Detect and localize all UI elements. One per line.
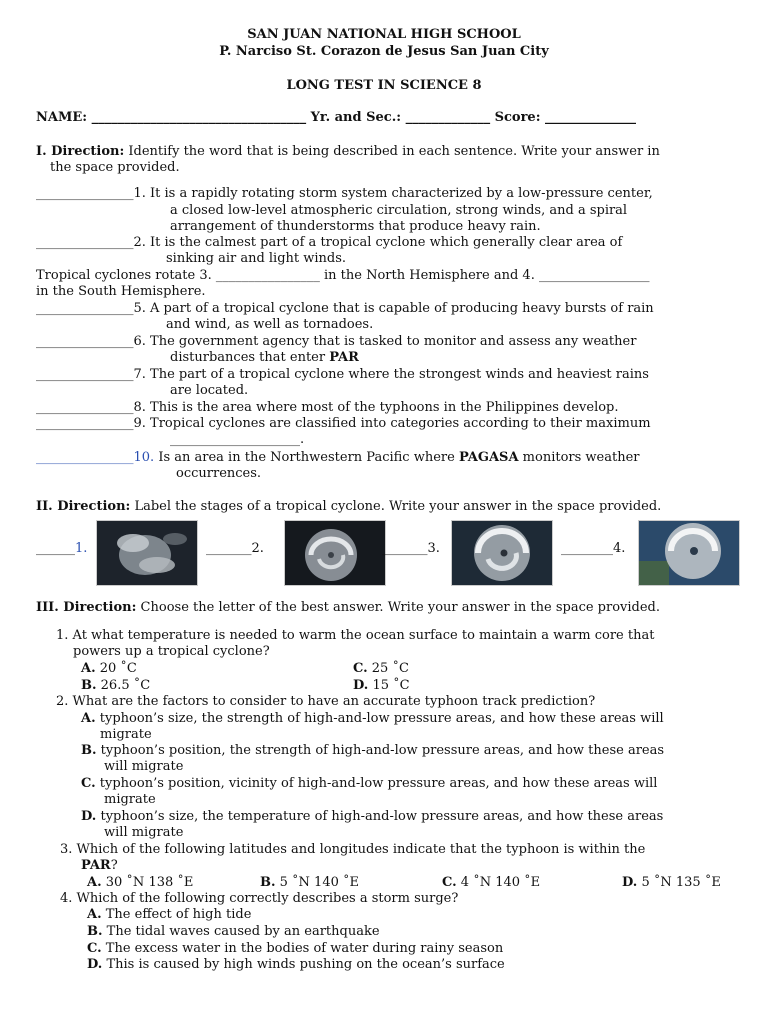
p2-blank-1: ______	[36, 541, 75, 556]
p3-q1-C-text: 25 ˚C	[367, 661, 409, 676]
part1-direction-cont: the space provided.	[50, 160, 180, 175]
p3-q3-qmark: ?	[110, 858, 118, 873]
p3-q3-optB	[260, 875, 359, 891]
p2-label-2: _______2.	[206, 541, 264, 556]
cyclone-image-2-svg	[285, 521, 385, 585]
p2-label-4: ________4.	[561, 541, 626, 556]
p1-q10-line1	[36, 450, 640, 466]
part1-direction-label: I. Direction:	[36, 144, 125, 159]
p1-q7-line1: _______________7. The part of a tropical cyclone where the strongest winds and heaviest rains	[36, 367, 649, 382]
p1-q6-line2	[170, 350, 359, 366]
p3-q1-line2: powers up a tropical cyclone?	[73, 644, 270, 659]
p3-q3-D-text: 5 ˚N 135 ˚E	[637, 875, 721, 890]
part1-direction	[36, 144, 660, 160]
p1-q10-bold: PAGASA	[458, 450, 519, 465]
p3-q2-B-letter: B.	[81, 743, 97, 758]
score-blank[interactable]: ______________	[545, 110, 637, 125]
p1-q10-text2: monitors weather	[518, 450, 640, 465]
school-address: P. Narciso St. Corazon de Jesus San Juan City	[219, 44, 549, 59]
p3-q4-optC	[87, 941, 503, 957]
p3-q1-D-letter: D.	[353, 678, 369, 693]
p3-q4-optB	[87, 924, 380, 940]
p3-q2-B-text: typhoon’s position, the strength of high-and-low pressure areas, and how these areas	[96, 743, 665, 758]
p3-q2: 2. What are the factors to consider to have an accurate typhoon track prediction?	[56, 694, 596, 709]
score-label: Score:	[494, 110, 541, 125]
p1-q9-line2: ____________________.	[170, 432, 305, 447]
p1-q10-blank: _______________	[36, 450, 134, 465]
school-name: SAN JUAN NATIONAL HIGH SCHOOL	[247, 27, 521, 42]
p3-q2-A-letter: A.	[81, 711, 96, 726]
p3-q2-optD	[81, 809, 663, 825]
p1-q34-line1: Tropical cyclones rotate 3. ________________ in the North Hemisphere and 4. _________________	[36, 268, 650, 283]
p3-q4-B-text: The tidal waves caused by an earthquake	[102, 924, 380, 939]
part1-direction-text: Identify the word that is being described in each sentence. Write your answer in	[124, 144, 660, 159]
part3-direction-text: Choose the letter of the best answer. Write your answer in the space provided.	[136, 600, 661, 615]
cyclone-image-4-svg	[639, 521, 739, 585]
p3-q2-D-text: typhoon’s size, the temperature of high-and-low pressure areas, and how these areas	[96, 809, 664, 824]
cyclone-stage-3-image	[451, 520, 553, 586]
p3-q2-optB	[81, 743, 664, 759]
p2-label-3: _______3.	[382, 541, 440, 556]
p3-q3-B-text: 5 ˚N 140 ˚E	[275, 875, 359, 890]
p3-q2-A-text: typhoon’s size, the strength of high-and-low pressure areas, and how these areas will	[95, 711, 664, 726]
p3-q3-C-text: 4 ˚N 140 ˚E	[456, 875, 541, 890]
p3-q2-optA	[81, 711, 664, 727]
part2-direction-label: II. Direction:	[36, 499, 131, 514]
p1-q10-line2: occurrences.	[176, 466, 262, 481]
p3-q4-optA	[87, 907, 251, 923]
p3-q3-B-letter: B.	[260, 875, 276, 890]
p3-q3-optC	[442, 875, 540, 891]
cyclone-image-3-svg	[452, 521, 552, 585]
p1-q5-line2: and wind, as well as tornadoes.	[166, 317, 374, 332]
p1-q2-line2: sinking air and light winds.	[166, 251, 347, 266]
p3-q3-A-text: 30 ˚N 138 ˚E	[101, 875, 194, 890]
p1-q7-line2: are located.	[170, 383, 249, 398]
yrsec-label: Yr. and Sec.:	[310, 110, 402, 125]
p3-q3-C-letter: C.	[442, 875, 457, 890]
p3-q4-B-letter: B.	[87, 924, 103, 939]
cyclone-stage-4-image	[638, 520, 740, 586]
part2-direction	[36, 499, 661, 515]
p3-q2-C-text: typhoon’s position, vicinity of high-and-low pressure areas, and how these areas will	[95, 776, 658, 791]
p1-q34-line2: in the South Hemisphere.	[36, 284, 206, 299]
p3-q1-A-letter: A.	[81, 661, 96, 676]
part3-direction	[36, 600, 660, 616]
p3-q1-optC	[353, 661, 409, 677]
p3-q1-B-letter: B.	[81, 678, 97, 693]
p2-num-1: 1.	[75, 541, 88, 556]
p3-q4: 4. Which of the following correctly describes a storm surge?	[60, 891, 459, 906]
p3-q1-optA	[81, 661, 137, 677]
p3-q3-line1: 3. Which of the following latitudes and longitudes indicate that the typhoon is within the	[60, 842, 646, 857]
p3-q4-C-letter: C.	[87, 941, 102, 956]
p3-q3-D-letter: D.	[622, 875, 638, 890]
test-title: LONG TEST IN SCIENCE 8	[286, 78, 482, 93]
p1-q1-line1: _______________1. It is a rapidly rotating storm system characterized by a low-pressure center,	[36, 186, 653, 201]
p3-q4-C-text: The excess water in the bodies of water during rainy season	[101, 941, 504, 956]
p1-q2-line1: _______________2. It is the calmest part of a tropical cyclone which generally clear area of	[36, 235, 623, 250]
cyclone-stage-2-image	[284, 520, 386, 586]
p1-q8: _______________8. This is the area where most of the typhoons in the Philippines develop.	[36, 400, 619, 415]
p1-q5-line1: _______________5. A part of a tropical cyclone that is capable of producing heavy bursts of rain	[36, 301, 654, 316]
p1-q1-line2: a closed low-level atmospheric circulation, strong winds, and a spiral	[170, 203, 628, 218]
p3-q2-optC	[81, 776, 657, 792]
part2-direction-text: Label the stages of a tropical cyclone. Write your answer in the space provided.	[130, 499, 662, 514]
p3-q3-line2	[81, 858, 118, 874]
p3-q1-C-letter: C.	[353, 661, 368, 676]
p3-q1-A-text: 20 ˚C	[95, 661, 137, 676]
p3-q3-par: PAR	[81, 858, 111, 873]
yrsec-blank[interactable]: _____________	[405, 110, 491, 125]
cyclone-stage-1-image	[96, 520, 198, 586]
p3-q1-line1: 1. At what temperature is needed to warm the ocean surface to maintain a warm core that	[56, 628, 655, 643]
p3-q3-optD	[622, 875, 721, 891]
p3-q2-C-letter: C.	[81, 776, 96, 791]
p3-q2-optB-cont: will migrate	[104, 759, 184, 774]
p3-q1-optD	[353, 678, 410, 694]
p1-q6-line1: _______________6. The government agency that is tasked to monitor and assess any weather	[36, 334, 637, 349]
cyclone-image-1-svg	[97, 521, 197, 585]
p3-q4-D-text: This is caused by high winds pushing on the ocean’s surface	[102, 957, 505, 972]
info-line	[36, 110, 636, 126]
p3-q4-optD	[87, 957, 505, 973]
name-blank[interactable]: _________________________________	[91, 110, 307, 125]
name-label: NAME:	[36, 110, 88, 125]
p3-q1-B-text: 26.5 ˚C	[96, 678, 151, 693]
p1-q6-text: disturbances that enter	[170, 350, 330, 365]
p2-label-1	[36, 541, 87, 557]
p3-q3-A-letter: A.	[87, 875, 102, 890]
p1-q1-line3: arrangement of thunderstorms that produce heavy rain.	[170, 219, 541, 234]
p1-q6-bold: PAR	[329, 350, 359, 365]
p3-q1-optB	[81, 678, 150, 694]
p1-q10-text: Is an area in the Northwestern Pacific where	[154, 450, 459, 465]
p3-q2-optC-cont: migrate	[104, 792, 156, 807]
p3-q4-A-text: The effect of high tide	[101, 907, 252, 922]
p3-q3-optA	[87, 875, 193, 891]
p3-q2-optA-cont: migrate	[100, 727, 152, 742]
part3-direction-label: III. Direction:	[36, 600, 137, 615]
p3-q4-A-letter: A.	[87, 907, 102, 922]
p3-q2-optD-cont: will migrate	[104, 825, 184, 840]
p3-q2-D-letter: D.	[81, 809, 97, 824]
p3-q1-D-text: 15 ˚C	[368, 678, 410, 693]
p3-q4-D-letter: D.	[87, 957, 103, 972]
p1-q10-num: 10.	[133, 450, 155, 465]
p1-q9-line1: _______________9. Tropical cyclones are classified into categories according to their maximum	[36, 416, 651, 431]
